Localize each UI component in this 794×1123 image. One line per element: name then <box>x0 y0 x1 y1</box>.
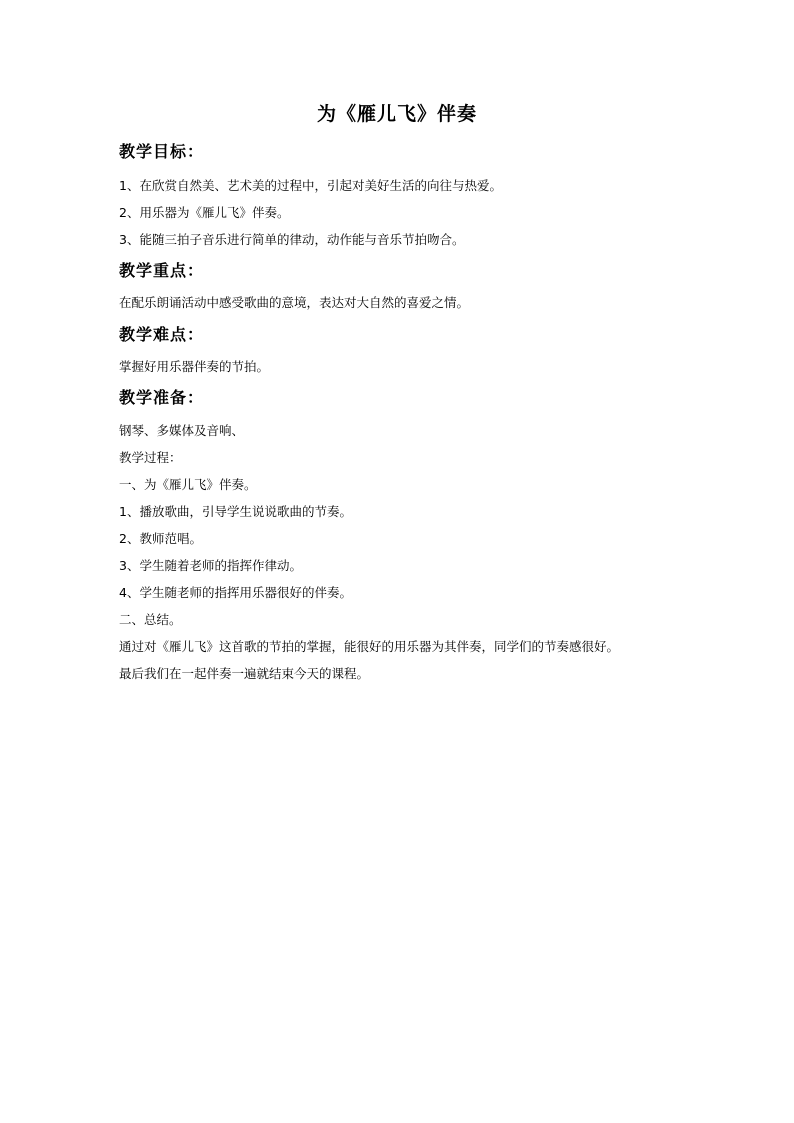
process-step: 2、教师范唱。 <box>119 531 202 546</box>
objective-item: 2、用乐器为《雁儿飞》伴奏。 <box>119 205 290 220</box>
key-points-text: 在配乐朗诵活动中感受歌曲的意境，表达对大自然的喜爱之情。 <box>119 295 470 310</box>
process-part2-title: 二、总结。 <box>119 612 182 627</box>
objective-item: 1、在欣赏自然美、艺术美的过程中，引起对美好生活的向往与热爱。 <box>119 178 502 193</box>
summary-line: 通过对《雁儿飞》这首歌的节拍的掌握，能很好的用乐器为其伴奏，同学们的节奏感很好。 <box>119 639 620 654</box>
objective-item: 3、能随三拍子音乐进行简单的律动，动作能与音乐节拍吻合。 <box>119 232 465 247</box>
key-points-heading: 教学重点： <box>119 261 205 280</box>
preparation-text: 钢琴、多媒体及音响、 <box>119 423 245 438</box>
difficulties-text: 掌握好用乐器伴奏的节拍。 <box>119 359 270 374</box>
process-step: 1、播放歌曲，引导学生说说歌曲的节奏。 <box>119 504 352 519</box>
objectives-heading: 教学目标： <box>119 142 205 161</box>
process-step: 3、学生随着老师的指挥作律动。 <box>119 558 302 573</box>
preparation-heading: 教学准备： <box>119 388 205 407</box>
summary-line: 最后我们在一起伴奏一遍就结束今天的课程。 <box>119 666 370 681</box>
process-part1-title: 一、为《雁儿飞》伴奏。 <box>119 477 257 492</box>
process-step: 4、学生随老师的指挥用乐器很好的伴奏。 <box>119 585 352 600</box>
document-title: 为《雁儿飞》伴奏 <box>316 103 477 125</box>
difficulties-heading: 教学难点： <box>119 325 205 344</box>
process-label: 教学过程： <box>119 450 182 465</box>
